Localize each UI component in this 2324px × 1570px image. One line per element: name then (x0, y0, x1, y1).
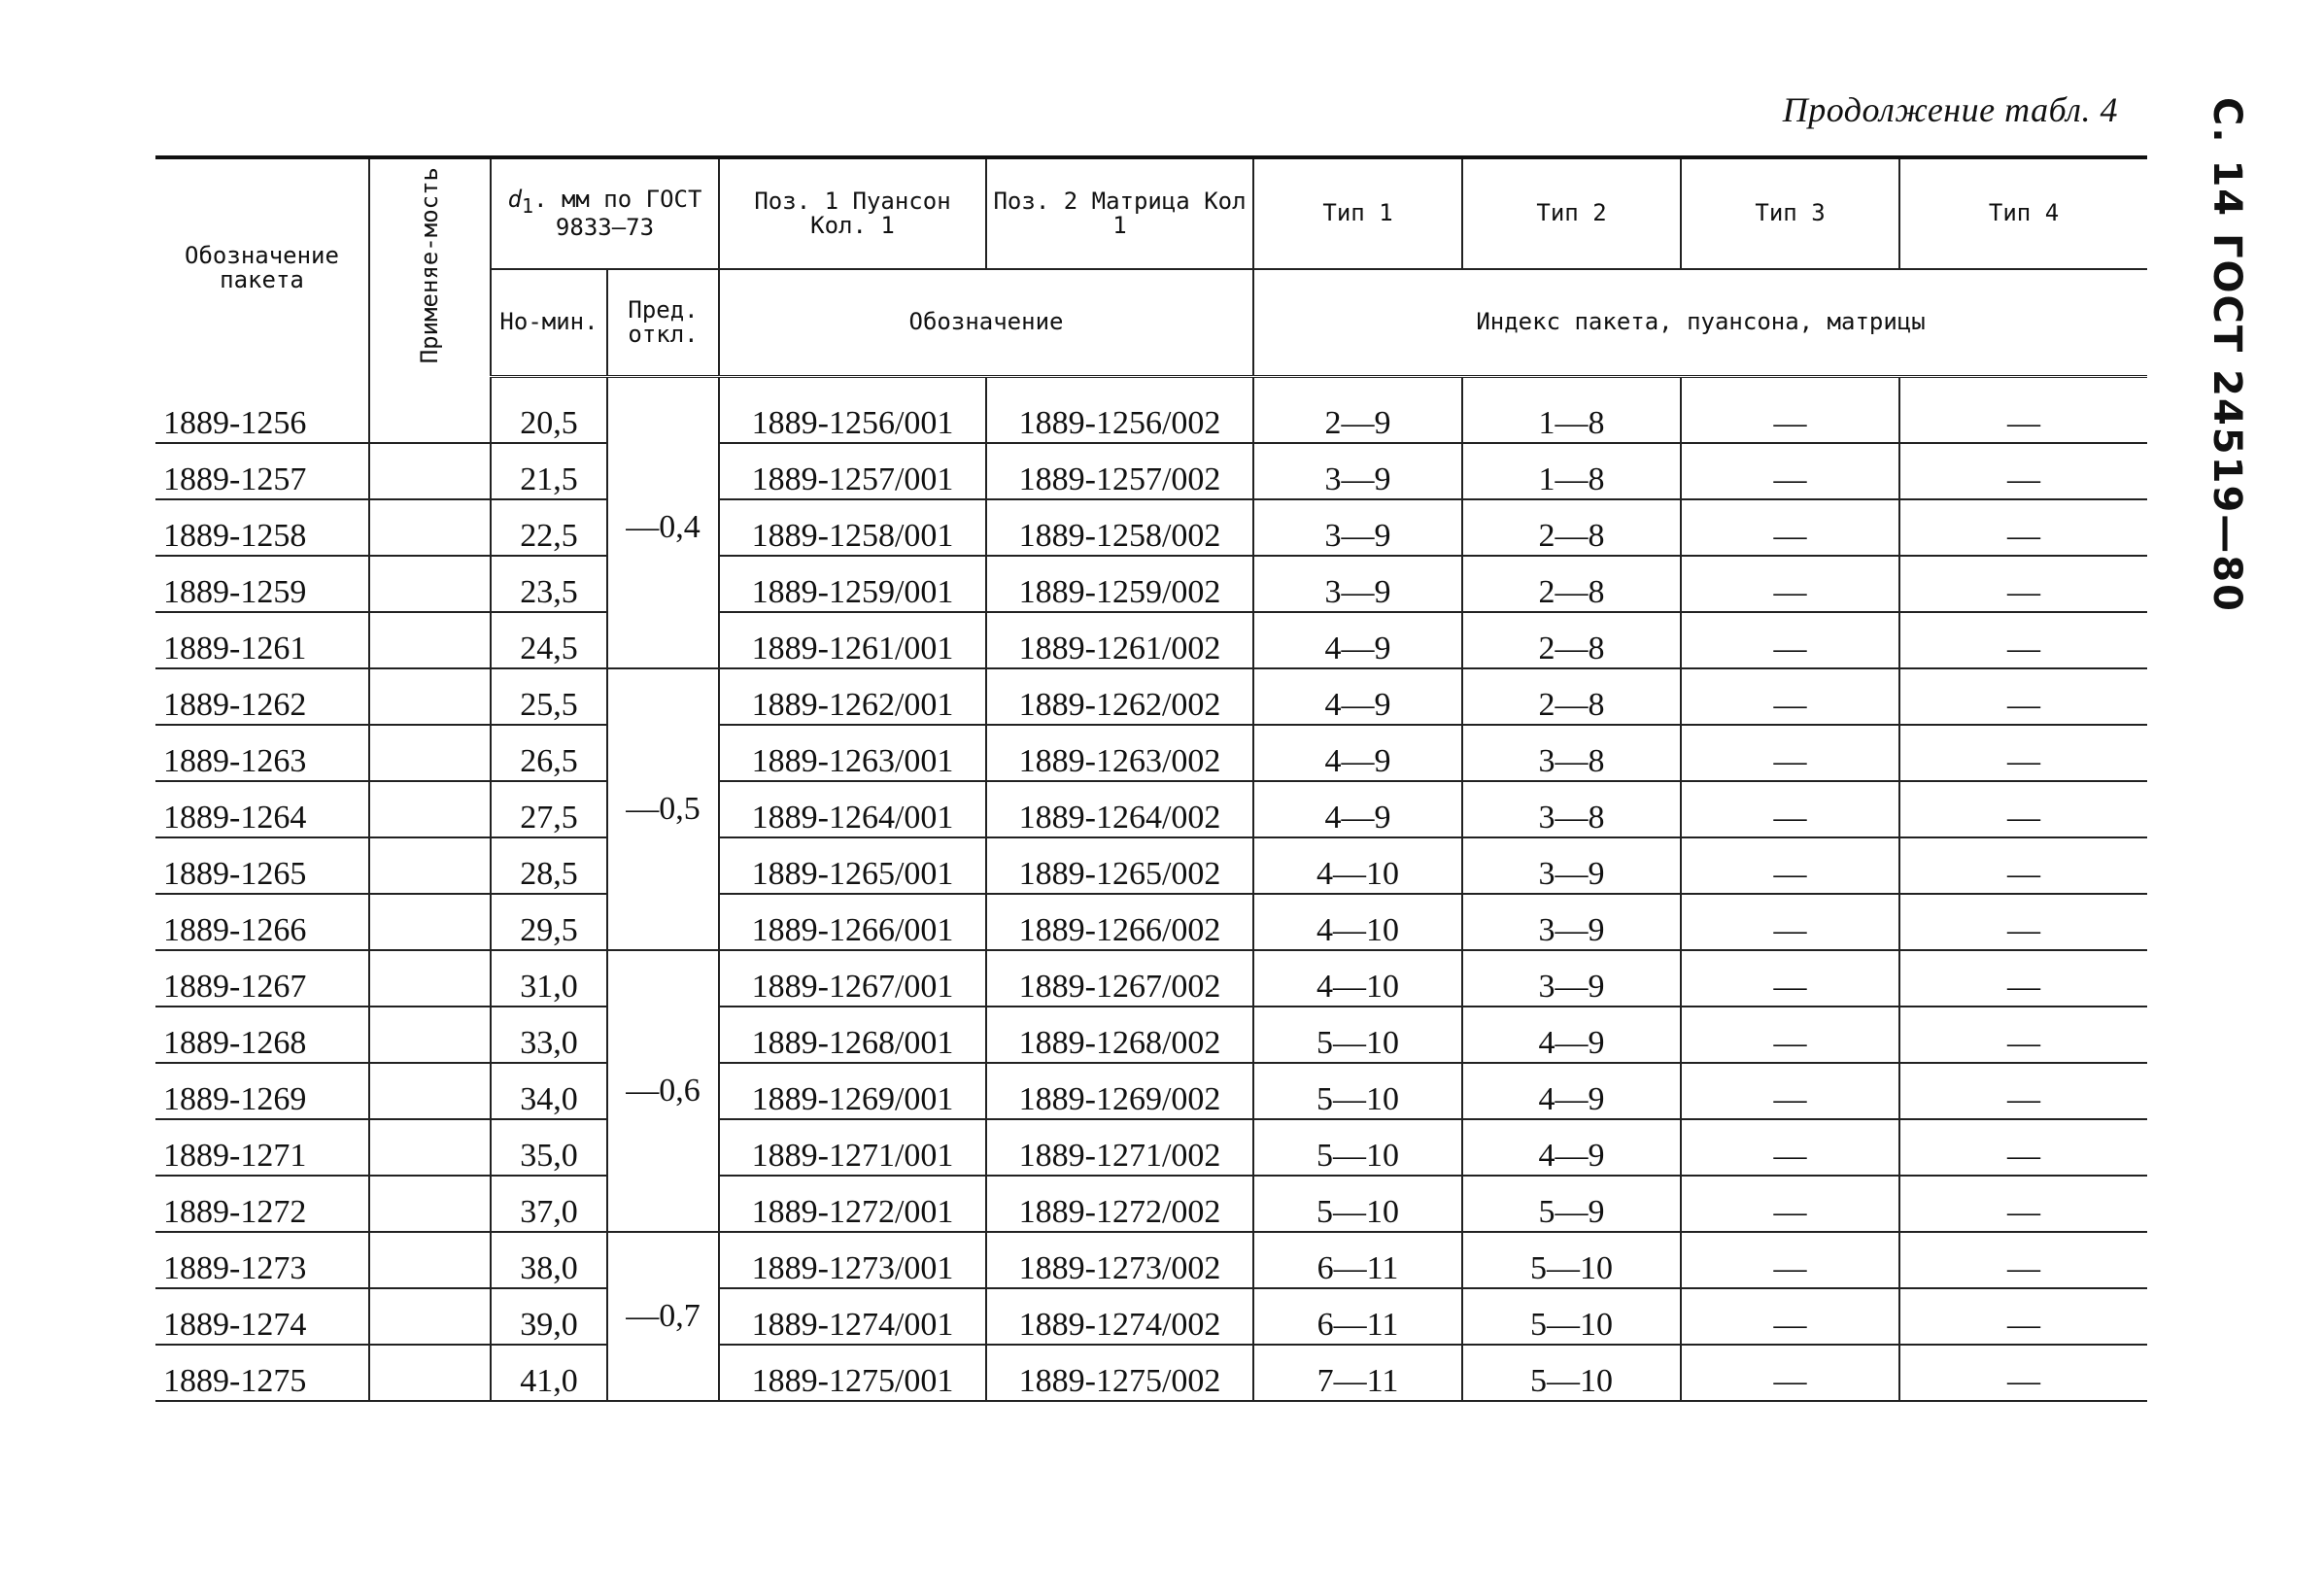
type4-index-cell: — (1899, 1176, 2147, 1232)
header-applicability (369, 157, 491, 377)
type2-index-cell: 5—10 (1462, 1345, 1681, 1401)
type2-index-cell: 1—8 (1462, 377, 1681, 444)
nominal-diameter-cell: 34,0 (491, 1063, 607, 1119)
header-index: Индекс пакета, пуансона, матрицы (1253, 269, 2147, 377)
type1-index-cell: 5—10 (1253, 1176, 1462, 1232)
die-designation-cell: 1889-1259/002 (986, 556, 1253, 612)
table-row (155, 443, 2147, 499)
side-header-text: С. 14 ГОСТ 24519—80 (2204, 97, 2249, 613)
package-code-cell: 1889-1258 (155, 499, 369, 556)
applicability-cell (369, 377, 491, 444)
type4-index-cell: — (1899, 668, 2147, 725)
table-row (155, 725, 2147, 781)
type2-index-cell: 1—8 (1462, 443, 1681, 499)
punch-designation-cell: 1889-1257/001 (719, 443, 986, 499)
type3-index-cell: — (1681, 556, 1899, 612)
die-designation-cell: 1889-1266/002 (986, 894, 1253, 950)
applicability-cell (369, 1063, 491, 1119)
punch-designation-cell: 1889-1258/001 (719, 499, 986, 556)
type4-index-cell: — (1899, 725, 2147, 781)
nominal-diameter-cell: 35,0 (491, 1119, 607, 1176)
type3-index-cell: — (1681, 443, 1899, 499)
punch-designation-cell: 1889-1268/001 (719, 1007, 986, 1063)
type4-index-cell: — (1899, 1063, 2147, 1119)
header-nominal: Но-мин. (491, 269, 607, 377)
die-designation-cell: 1889-1271/002 (986, 1119, 1253, 1176)
applicability-cell (369, 781, 491, 837)
punch-designation-cell: 1889-1274/001 (719, 1288, 986, 1345)
die-designation-cell: 1889-1263/002 (986, 725, 1253, 781)
nominal-diameter-cell: 38,0 (491, 1232, 607, 1288)
type4-index-cell: — (1899, 499, 2147, 556)
die-designation-cell: 1889-1268/002 (986, 1007, 1253, 1063)
type3-index-cell: — (1681, 1232, 1899, 1288)
type2-index-cell: 2—8 (1462, 612, 1681, 668)
nominal-diameter-cell: 23,5 (491, 556, 607, 612)
type3-index-cell: — (1681, 377, 1899, 444)
type3-index-cell: — (1681, 725, 1899, 781)
type2-index-cell: 3—8 (1462, 725, 1681, 781)
applicability-cell (369, 725, 491, 781)
applicability-cell (369, 1007, 491, 1063)
die-designation-cell: 1889-1261/002 (986, 612, 1253, 668)
type2-index-cell: 3—8 (1462, 781, 1681, 837)
header-deviation: Пред. откл. (607, 269, 719, 377)
type1-index-cell: 4—9 (1253, 781, 1462, 837)
applicability-cell (369, 1176, 491, 1232)
package-code-cell: 1889-1266 (155, 894, 369, 950)
type4-index-cell: — (1899, 1345, 2147, 1401)
package-code-cell: 1889-1271 (155, 1119, 369, 1176)
package-code-cell: 1889-1262 (155, 668, 369, 725)
header-designation: Обозначение (719, 269, 1253, 377)
type3-index-cell: — (1681, 1119, 1899, 1176)
table-row (155, 1288, 2147, 1345)
type3-index-cell: — (1681, 1288, 1899, 1345)
type1-index-cell: 4—9 (1253, 612, 1462, 668)
type3-index-cell: — (1681, 1063, 1899, 1119)
die-designation-cell: 1889-1256/002 (986, 377, 1253, 444)
applicability-cell (369, 499, 491, 556)
header-pos1: Поз. 1 Пуансон Кол. 1 (719, 157, 986, 269)
die-designation-cell: 1889-1269/002 (986, 1063, 1253, 1119)
die-designation-cell: 1889-1267/002 (986, 950, 1253, 1007)
header-pos2: Поз. 2 Матрица Кол 1 (986, 157, 1253, 269)
type2-index-cell: 4—9 (1462, 1119, 1681, 1176)
package-code-cell: 1889-1265 (155, 837, 369, 894)
table-row (155, 612, 2147, 668)
header-d1 (491, 157, 719, 269)
nominal-diameter-cell: 39,0 (491, 1288, 607, 1345)
type1-index-cell: 4—10 (1253, 837, 1462, 894)
type2-index-cell: 2—8 (1462, 499, 1681, 556)
punch-designation-cell: 1889-1269/001 (719, 1063, 986, 1119)
type3-index-cell: — (1681, 499, 1899, 556)
applicability-cell (369, 668, 491, 725)
type1-index-cell: 4—9 (1253, 725, 1462, 781)
type4-index-cell: — (1899, 894, 2147, 950)
type1-index-cell: 3—9 (1253, 499, 1462, 556)
type2-index-cell: 4—9 (1462, 1007, 1681, 1063)
type2-index-cell: 4—9 (1462, 1063, 1681, 1119)
type1-index-cell: 4—10 (1253, 950, 1462, 1007)
type1-index-cell: 2—9 (1253, 377, 1462, 444)
package-code-cell: 1889-1268 (155, 1007, 369, 1063)
applicability-cell (369, 837, 491, 894)
applicability-cell (369, 950, 491, 1007)
table-header (155, 157, 2147, 377)
type3-index-cell: — (1681, 781, 1899, 837)
type4-index-cell: — (1899, 837, 2147, 894)
type1-index-cell: 3—9 (1253, 443, 1462, 499)
package-code-cell: 1889-1259 (155, 556, 369, 612)
punch-designation-cell: 1889-1266/001 (719, 894, 986, 950)
applicability-cell (369, 1345, 491, 1401)
die-designation-cell: 1889-1258/002 (986, 499, 1253, 556)
header-package-designation: Обозначение пакета (155, 157, 369, 377)
package-code-cell: 1889-1256 (155, 377, 369, 444)
punch-designation-cell: 1889-1262/001 (719, 668, 986, 725)
package-code-cell: 1889-1257 (155, 443, 369, 499)
punch-designation-cell: 1889-1265/001 (719, 837, 986, 894)
punch-designation-cell: 1889-1263/001 (719, 725, 986, 781)
applicability-cell (369, 1232, 491, 1288)
type4-index-cell: — (1899, 377, 2147, 444)
package-code-cell: 1889-1274 (155, 1288, 369, 1345)
table-row (155, 1176, 2147, 1232)
nominal-diameter-cell: 24,5 (491, 612, 607, 668)
applicability-cell (369, 1119, 491, 1176)
punch-designation-cell: 1889-1271/001 (719, 1119, 986, 1176)
header-row-top (155, 157, 2147, 269)
package-code-cell: 1889-1264 (155, 781, 369, 837)
header-applicability-text: Применяе-мость (415, 167, 443, 364)
table-row (155, 1007, 2147, 1063)
die-designation-cell: 1889-1272/002 (986, 1176, 1253, 1232)
table-row (155, 377, 2147, 444)
type2-index-cell: 2—8 (1462, 668, 1681, 725)
die-designation-cell: 1889-1273/002 (986, 1232, 1253, 1288)
type1-index-cell: 4—10 (1253, 894, 1462, 950)
type4-index-cell: — (1899, 1232, 2147, 1288)
punch-designation-cell: 1889-1273/001 (719, 1232, 986, 1288)
punch-designation-cell: 1889-1275/001 (719, 1345, 986, 1401)
table-row (155, 894, 2147, 950)
type2-index-cell: 3—9 (1462, 837, 1681, 894)
type4-index-cell: — (1899, 612, 2147, 668)
die-designation-cell: 1889-1275/002 (986, 1345, 1253, 1401)
die-designation-cell: 1889-1264/002 (986, 781, 1253, 837)
type4-index-cell: — (1899, 1119, 2147, 1176)
type1-index-cell: 5—10 (1253, 1119, 1462, 1176)
type2-index-cell: 5—10 (1462, 1232, 1681, 1288)
type3-index-cell: — (1681, 612, 1899, 668)
punch-designation-cell: 1889-1256/001 (719, 377, 986, 444)
header-type2: Тип 2 (1462, 157, 1681, 269)
type2-index-cell: 5—10 (1462, 1288, 1681, 1345)
deviation-cell: —0,4 (607, 377, 719, 669)
punch-designation-cell: 1889-1259/001 (719, 556, 986, 612)
nominal-diameter-cell: 26,5 (491, 725, 607, 781)
header-d1-label: . мм по ГОСТ 9833—73 (533, 185, 702, 242)
punch-designation-cell: 1889-1267/001 (719, 950, 986, 1007)
punch-designation-cell: 1889-1261/001 (719, 612, 986, 668)
header-type4: Тип 4 (1899, 157, 2147, 269)
type3-index-cell: — (1681, 668, 1899, 725)
die-designation-cell: 1889-1265/002 (986, 837, 1253, 894)
nominal-diameter-cell: 37,0 (491, 1176, 607, 1232)
type3-index-cell: — (1681, 1345, 1899, 1401)
type3-index-cell: — (1681, 1007, 1899, 1063)
table-row (155, 1119, 2147, 1176)
type2-index-cell: 3—9 (1462, 950, 1681, 1007)
nominal-diameter-cell: 22,5 (491, 499, 607, 556)
applicability-cell (369, 556, 491, 612)
punch-designation-cell: 1889-1264/001 (719, 781, 986, 837)
type2-index-cell: 2—8 (1462, 556, 1681, 612)
header-type3: Тип 3 (1681, 157, 1899, 269)
package-table (155, 155, 2147, 1402)
type1-index-cell: 4—9 (1253, 668, 1462, 725)
nominal-diameter-cell: 25,5 (491, 668, 607, 725)
die-designation-cell: 1889-1262/002 (986, 668, 1253, 725)
type1-index-cell: 3—9 (1253, 556, 1462, 612)
table-row (155, 950, 2147, 1007)
table-row (155, 1345, 2147, 1401)
package-code-cell: 1889-1272 (155, 1176, 369, 1232)
type4-index-cell: — (1899, 781, 2147, 837)
table-continuation-label: Продолжение табл. 4 (1782, 90, 2118, 129)
header-d1-subscript: 1 (522, 193, 534, 218)
deviation-cell: —0,7 (607, 1232, 719, 1401)
deviation-cell: —0,6 (607, 950, 719, 1232)
applicability-cell (369, 894, 491, 950)
type4-index-cell: — (1899, 950, 2147, 1007)
type3-index-cell: — (1681, 894, 1899, 950)
table-row (155, 837, 2147, 894)
applicability-cell (369, 1288, 491, 1345)
type1-index-cell: 5—10 (1253, 1007, 1462, 1063)
table-row (155, 556, 2147, 612)
table-row (155, 668, 2147, 725)
table-row (155, 1232, 2147, 1288)
type4-index-cell: — (1899, 443, 2147, 499)
nominal-diameter-cell: 29,5 (491, 894, 607, 950)
type3-index-cell: — (1681, 950, 1899, 1007)
package-code-cell: 1889-1269 (155, 1063, 369, 1119)
package-code-cell: 1889-1275 (155, 1345, 369, 1401)
deviation-cell: —0,5 (607, 668, 719, 950)
die-designation-cell: 1889-1257/002 (986, 443, 1253, 499)
nominal-diameter-cell: 20,5 (491, 377, 607, 444)
nominal-diameter-cell: 31,0 (491, 950, 607, 1007)
die-designation-cell: 1889-1274/002 (986, 1288, 1253, 1345)
nominal-diameter-cell: 21,5 (491, 443, 607, 499)
type4-index-cell: — (1899, 1288, 2147, 1345)
table-body (155, 377, 2147, 1402)
type3-index-cell: — (1681, 1176, 1899, 1232)
nominal-diameter-cell: 41,0 (491, 1345, 607, 1401)
package-code-cell: 1889-1273 (155, 1232, 369, 1288)
type4-index-cell: — (1899, 1007, 2147, 1063)
type2-index-cell: 3—9 (1462, 894, 1681, 950)
header-type1: Тип 1 (1253, 157, 1462, 269)
type1-index-cell: 6—11 (1253, 1288, 1462, 1345)
page-side-header (2198, 97, 2256, 613)
package-code-cell: 1889-1263 (155, 725, 369, 781)
punch-designation-cell: 1889-1272/001 (719, 1176, 986, 1232)
header-d1-symbol: d (507, 185, 523, 213)
nominal-diameter-cell: 27,5 (491, 781, 607, 837)
package-code-cell: 1889-1261 (155, 612, 369, 668)
table-row (155, 781, 2147, 837)
nominal-diameter-cell: 33,0 (491, 1007, 607, 1063)
package-code-cell: 1889-1267 (155, 950, 369, 1007)
type1-index-cell: 5—10 (1253, 1063, 1462, 1119)
applicability-cell (369, 612, 491, 668)
nominal-diameter-cell: 28,5 (491, 837, 607, 894)
type3-index-cell: — (1681, 837, 1899, 894)
applicability-cell (369, 443, 491, 499)
type4-index-cell: — (1899, 556, 2147, 612)
table-row (155, 1063, 2147, 1119)
type1-index-cell: 6—11 (1253, 1232, 1462, 1288)
type1-index-cell: 7—11 (1253, 1345, 1462, 1401)
table-row (155, 499, 2147, 556)
type2-index-cell: 5—9 (1462, 1176, 1681, 1232)
